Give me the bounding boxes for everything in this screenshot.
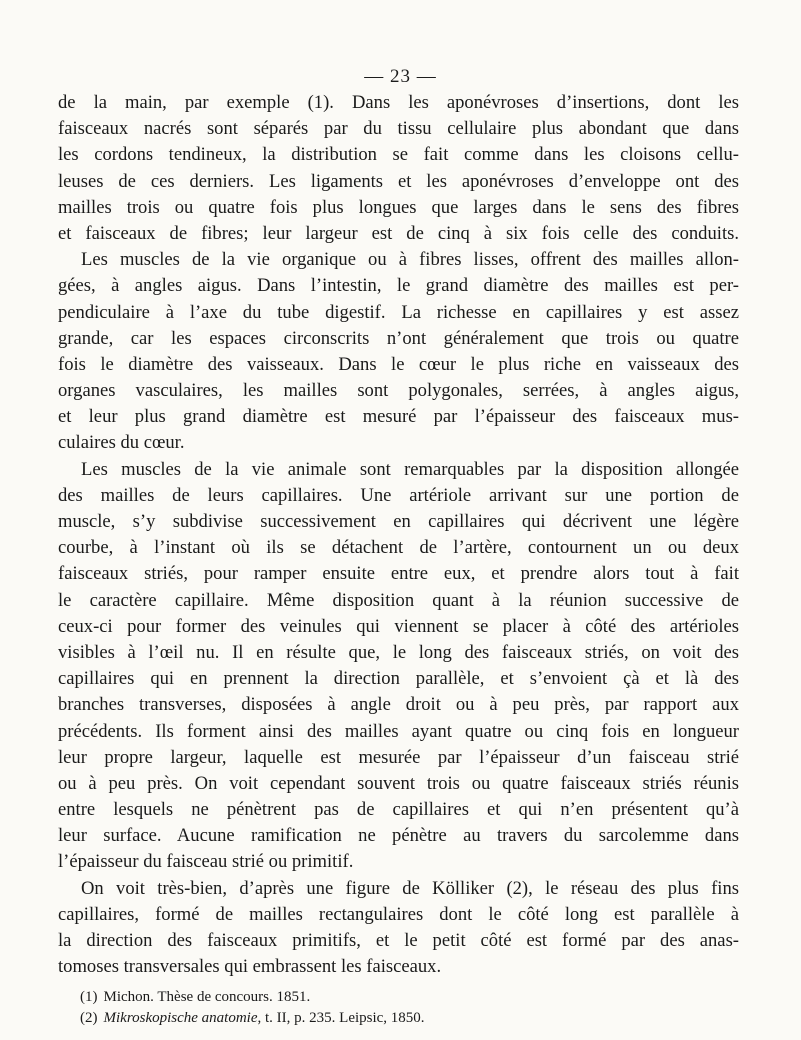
text-line: culaires du cœur. bbox=[58, 432, 185, 454]
footnote-marker: (2) bbox=[80, 1010, 98, 1026]
text-line: mailles trois ou quatre fois plus longues que larges dans le sens des fibres bbox=[58, 196, 739, 218]
text-line: leuses de ces derniers. Les ligaments et les aponévroses d’enveloppe ont des bbox=[58, 170, 739, 192]
text-line: ou à peu près. On voit cependant souvent trois ou quatre faisceaux striés réunis bbox=[58, 772, 739, 794]
text-line: faisceaux nacrés sont séparés par du tissu cellulaire plus abondant que dans bbox=[58, 118, 739, 140]
text-line: ceux-ci pour former des veinules qui viennent se placer à côté des artérioles bbox=[58, 615, 739, 637]
text-line: courbe, à l’instant où ils se détachent de l’artère, contournent un ou deux bbox=[58, 537, 739, 559]
footnote bbox=[80, 1008, 720, 1029]
paragraph bbox=[58, 876, 739, 981]
text-line: capillaires, formé de mailles rectangulaires dont le côté long est parallèle à bbox=[58, 903, 739, 925]
footnote-text: Michon. Thèse de concours. 1851. bbox=[103, 989, 311, 1005]
footnotes bbox=[80, 987, 720, 1029]
text-line: capillaires qui en prennent la direction parallèle, et s’envoient çà et là des bbox=[58, 668, 739, 690]
body-text bbox=[58, 90, 739, 980]
text-line: leur surface. Aucune ramification ne pénètre au travers du sarcolemme dans bbox=[58, 825, 739, 847]
text-line: précédents. Ils forment ainsi des mailles ayant quatre ou cinq fois en longueur bbox=[58, 720, 739, 742]
text-line: et leur plus grand diamètre est mesuré par l’épaisseur des faisceaux mus- bbox=[58, 406, 739, 428]
text-line: la direction des faisceaux primitifs, et le petit côté est formé par des anas- bbox=[58, 930, 739, 951]
text-line: leur propre largeur, laquelle est mesurée par l’épaisseur d’un faisceau strié bbox=[58, 746, 739, 768]
text-line: des mailles de leurs capillaires. Une artériole arrivant sur une portion de bbox=[58, 484, 739, 506]
text-line: visibles à l’œil nu. Il en résulte que, le long des faisceaux striés, on voit des bbox=[58, 641, 739, 663]
text-line: faisceaux striés, pour ramper ensuite entre eux, et prendre alors tout à fait bbox=[58, 563, 739, 585]
text-line: branches transverses, disposées à angle droit ou à peu près, par rapport aux bbox=[58, 694, 739, 716]
text-line: On voit très-bien, d’après une figure de Kölliker (2), le réseau des plus fins bbox=[81, 877, 739, 899]
text-line: Les muscles de la vie animale sont remarquables par la disposition allongée bbox=[81, 458, 739, 480]
paragraph bbox=[58, 457, 739, 876]
text-line: les cordons tendineux, la distribution se fait comme dans les cloisons cellu- bbox=[58, 144, 739, 166]
footnote-marker: (1) bbox=[80, 989, 98, 1005]
footnote bbox=[80, 987, 720, 1008]
footnote-text: , t. II, p. 235. Leipsic, 1850. bbox=[257, 1010, 425, 1026]
text-line: et faisceaux de fibres; leur largeur est de cinq à six fois celle des conduits. bbox=[58, 222, 739, 244]
paragraph bbox=[58, 90, 739, 247]
footnote-italic-title: Mikroskopische anatomie bbox=[103, 1010, 258, 1026]
page-number: — 23 — bbox=[364, 66, 437, 87]
text-line: le caractère capillaire. Même disposition quant à la réunion successive de bbox=[58, 589, 739, 611]
text-line: gées, à angles aigus. Dans l’intestin, le grand diamètre des mailles est per- bbox=[58, 275, 739, 297]
paragraph bbox=[58, 247, 739, 457]
text-line: tomoses transversales qui embrassent les faisceaux. bbox=[58, 956, 442, 978]
text-line: muscle, s’y subdivise successivement en capillaires qui décrivent une légère bbox=[58, 511, 739, 532]
text-line: fois le diamètre des vaisseaux. Dans le cœur le plus riche en vaisseaux des bbox=[58, 353, 739, 375]
text-line: organes vasculaires, les mailles sont polygonales, serrées, à angles aigus, bbox=[58, 380, 739, 402]
text-line: pendiculaire à l’axe du tube digestif. La richesse en capillaires y est assez bbox=[58, 301, 739, 323]
text-line: l’épaisseur du faisceau strié ou primitif. bbox=[58, 851, 354, 873]
text-line: entre lesquels ne pénètrent pas de capillaires et qui n’en présentent qu’à bbox=[58, 799, 739, 821]
text-line: grande, car les espaces circonscrits n’ont généralement que trois ou quatre bbox=[58, 327, 739, 349]
text-line: Les muscles de la vie organique ou à fibres lisses, offrent des mailles allon- bbox=[81, 249, 739, 271]
text-line: de la main, par exemple (1). Dans les aponévroses d’insertions, dont les bbox=[58, 92, 739, 113]
